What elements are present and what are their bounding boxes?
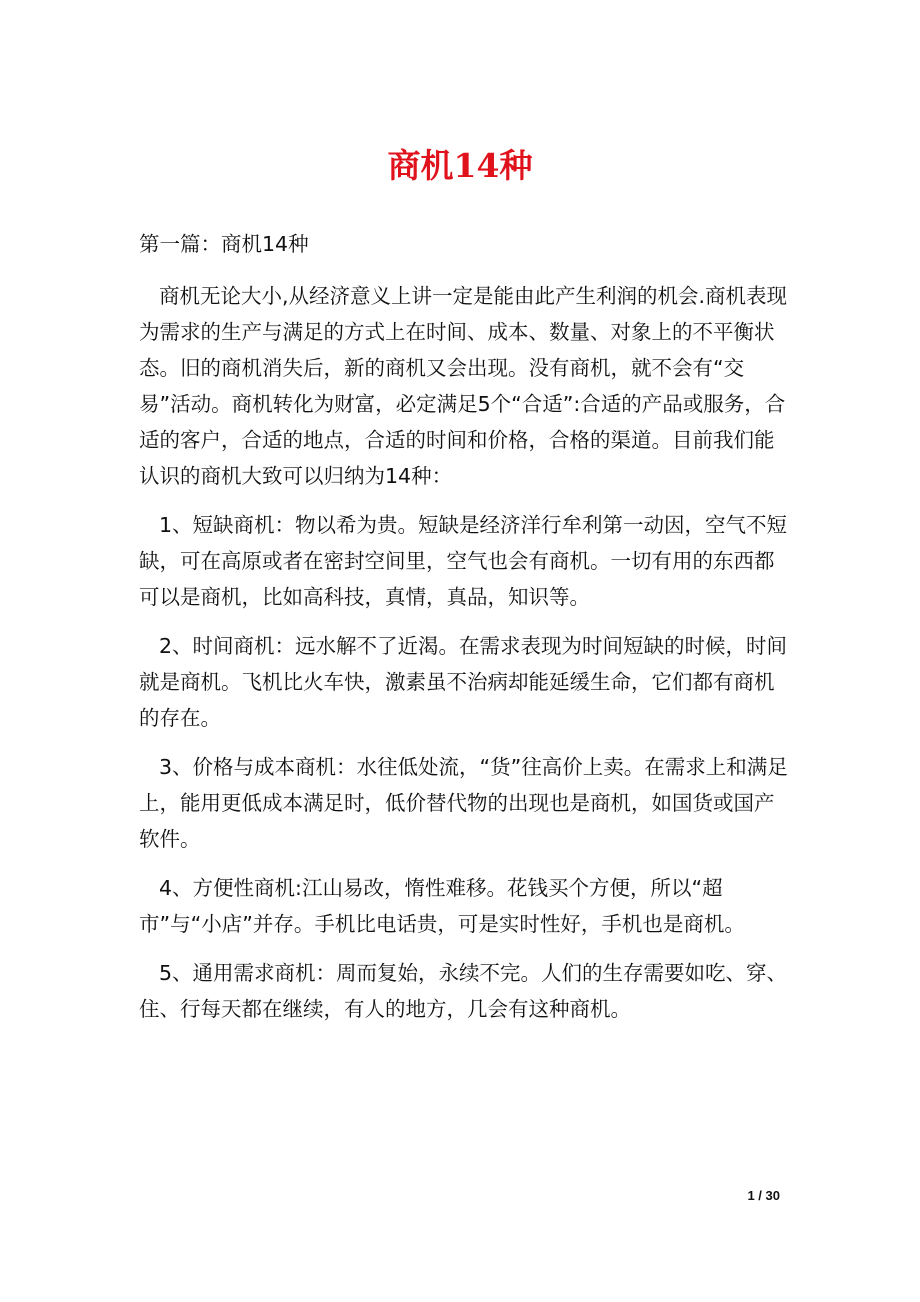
paragraph-item-1: 1、短缺商机：物以希为贵。短缺是经济洋行牟利第一动因，空气不短缺，可在高原或者在密封空间里，空气也会有商机。一切有用的东西都可以是商机，比如高科技，真情，真品，知识等。 bbox=[139, 513, 788, 609]
intro-paragraph: 商机无论大小,从经济意义上讲一定是能由此产生利润的机会.商机表现为需求的生产与满足的方式上在时间、成本、数量、对象上的不平衡状态。旧的商机消失后，新的商机又会出现。没有商机，就不会有“交易”活动。商机转化为财富，必定满足5个“合适”:合适的产品或服务，合适的客户，合适的地点，合适的时间和价格，合格的渠道。目前我们能认识的商机大致可以归纳为14种： bbox=[139, 284, 788, 488]
paragraph-item-3: 3、价格与成本商机：水往低处流，“货”往高价上卖。在需求上和满足上，能用更低成本满足时，低价替代物的出现也是商机，如国货或国产软件。 bbox=[139, 755, 788, 851]
paragraph-item-2: 2、时间商机：远水解不了近渴。在需求表现为时间短缺的时候，时间就是商机。飞机比火车快，激素虽不治病却能延缓生命，它们都有商机的存在。 bbox=[139, 634, 788, 730]
document-body bbox=[139, 226, 789, 1027]
document-title: 商机14种 bbox=[387, 146, 533, 185]
page-number: 1 / 30 bbox=[747, 1188, 780, 1203]
paragraph-item-4: 4、方便性商机:江山易改，惰性难移。花钱买个方便，所以“超市”与“小店”并存。手机比电话贵，可是实时性好，手机也是商机。 bbox=[139, 876, 745, 936]
chapter-heading: 第一篇：商机14种 bbox=[139, 232, 309, 256]
paragraph-item-5: 5、通用需求商机：周而复始，永续不完。人们的生存需要如吃、穿、住、行每天都在继续，有人的地方，几会有这种商机。 bbox=[139, 961, 788, 1021]
